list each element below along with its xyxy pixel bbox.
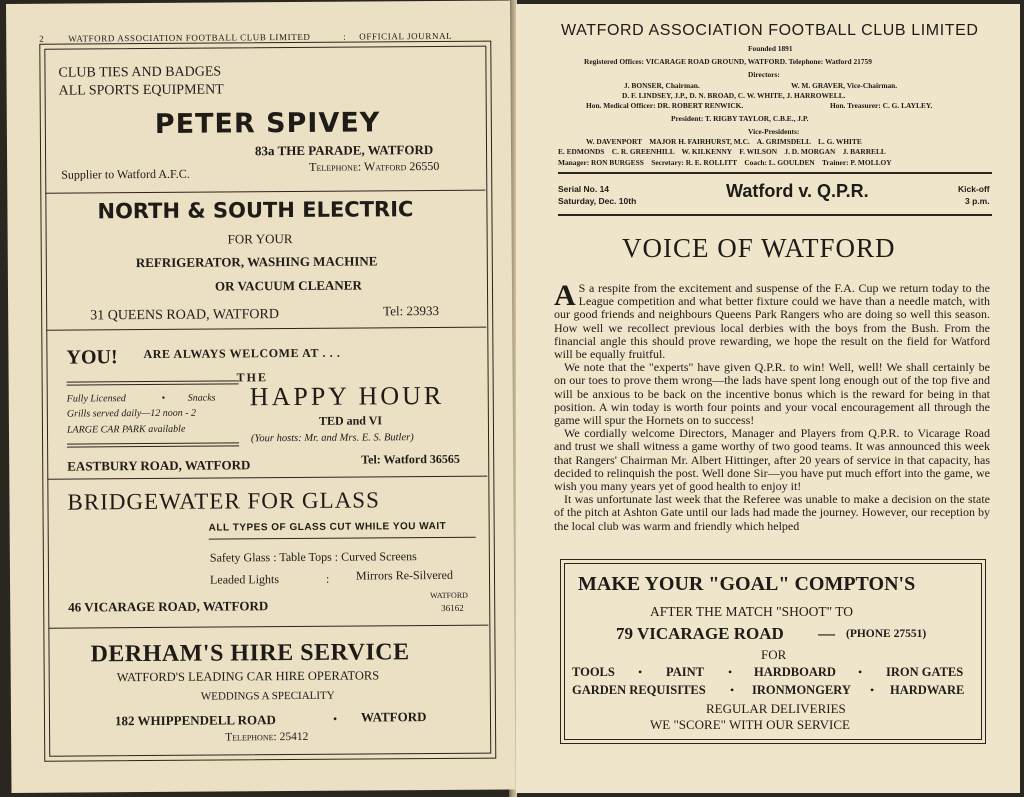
staff-line: Manager: RON BURGESS Secretary: R. E. ROLLITT Coach: L. GOULDEN Trainer: P. MOLLOY	[558, 158, 892, 167]
comptons-item: PAINT	[666, 665, 704, 679]
hire-telephone: Telephone: 25412	[225, 730, 309, 744]
comptons-deliveries: REGULAR DELIVERIES	[706, 701, 846, 716]
page-number: 2	[39, 33, 45, 44]
electric-line2: REFRIGERATOR, WASHING MACHINE	[135, 253, 378, 271]
kickoff-label: Kick-off	[958, 184, 990, 194]
glass-name: BRIDGEWATER FOR GLASS	[67, 487, 380, 515]
glass-address: 46 VICARAGE ROAD, WATFORD	[68, 598, 269, 615]
drop-cap: A	[554, 279, 576, 312]
paragraph-3: We cordially welcome Directors, Manager and Players from Q.P.R. to Vicarage Road and trust we shall witness a game worthy of two good teams. It was announced this week that Rangers' Chairman Mr. Albert Hittinger, after 20 years of service in that capacity, has decided to relinquish the post. Well done Sir—you have put much effort into the game, we wish you many years yet of good health to enjoy it!	[554, 426, 990, 494]
comptons-item: HARDWARE	[890, 683, 965, 697]
match-serial: Serial No. 14	[558, 184, 610, 194]
spivey-telephone: Telephone: Watford 26550	[309, 158, 440, 174]
directors-label: Directors:	[748, 70, 780, 79]
spivey-name: PETER SPIVEY	[154, 107, 381, 140]
happy-licensed: Fully Licensed	[66, 393, 126, 405]
comptons-phone: (PHONE 27551)	[846, 628, 927, 640]
hire-town: WATFORD	[360, 709, 427, 725]
vp-line1: W. DAVENPORT MAJOR H. FAIRHURST, M.C. A. GRIMSDELL L. G. WHITE	[586, 137, 862, 146]
divider	[558, 172, 992, 174]
right-page	[516, 4, 1020, 793]
happy-grills: Grills served daily—12 noon - 2	[66, 407, 197, 420]
comptons-item: TOOLS	[572, 665, 615, 679]
article-body	[554, 279, 990, 533]
paragraph-4: It was unfortunate last week that the Referee was unable to make a decision on the state of the pitch at Ashton Gate until our lads had made the journey. However, our reception by the local club was warm and friendly which helped	[554, 492, 990, 533]
hire-address: 182 WHIPPENDELL ROAD	[114, 712, 276, 729]
journal-label: OFFICIAL JOURNAL	[359, 30, 453, 42]
divider	[558, 214, 992, 216]
comptons-after: AFTER THE MATCH "SHOOT" TO	[650, 604, 854, 619]
left-page	[6, 0, 515, 792]
club-treasurer: Hon. Treasurer: C. G. LAYLEY.	[830, 101, 933, 110]
article-title: VOICE OF WATFORD	[622, 233, 896, 263]
happy-welcome: ARE ALWAYS WELCOME AT . . .	[143, 345, 341, 362]
happy-the: THE	[236, 370, 269, 385]
comptons-bullet: •	[638, 665, 643, 679]
comptons-for: FOR	[761, 647, 787, 662]
happy-bullet: •	[161, 392, 166, 404]
comptons-bullet: •	[728, 665, 733, 679]
vp-label: Vice-Presidents:	[748, 127, 800, 136]
comptons-bullet: •	[858, 665, 863, 679]
happy-tel: Tel: Watford 36565	[361, 451, 460, 467]
electric-line1: FOR YOUR	[227, 231, 293, 247]
hire-name: DERHAM'S HIRE SERVICE	[90, 639, 410, 668]
glass-tagline: ALL TYPES OF GLASS CUT WHILE YOU WAIT	[208, 520, 447, 534]
club-president: President: T. RIGBY TAYLOR, C.B.E., J.P.	[671, 114, 809, 123]
comptons-item: GARDEN REQUISITES	[572, 683, 706, 697]
electric-name: NORTH & SOUTH ELECTRIC	[97, 197, 414, 224]
paragraph-1: S a respite from the excitement and suspense of the F.A. Cup we return today to the League competition and what better fixture could we have than a needle match, with our good friends and neighbours Queens Park Rangers who are doing so well this season. How well we recollect previous local derbies with the boys from the Bush. From the financial angle this should prove rewarding, we hope the result on the field for Watford will be equally fruitful.	[554, 281, 990, 362]
comptons-address: 79 VICARAGE ROAD	[616, 624, 784, 643]
running-title: WATFORD ASSOCIATION FOOTBALL CLUB LIMITED	[68, 31, 311, 44]
comptons-bullet: •	[870, 683, 875, 697]
comptons-score: WE "SCORE" WITH OUR SERVICE	[650, 717, 850, 732]
paragraph-2: We note that the "experts" have given Q.P.R. to win! Well, well! We shall certainly be on our toes to prove them wrong—the lads have spent long enough out of the top five and will be anxious to be back on the incentive bonus which is the reward for being in that position. A win today is worth four points and your vocal encouragement all through the game will spur the Hornets on to success!	[554, 360, 990, 428]
comptons-headline: MAKE YOUR "GOAL" COMPTON'S	[578, 573, 916, 595]
glass-items2a: Leaded Lights	[209, 572, 280, 587]
spivey-line2: ALL SPORTS EQUIPMENT	[58, 82, 224, 99]
glass-items2b: Mirrors Re-Silvered	[355, 567, 454, 583]
happy-you: YOU!	[66, 346, 118, 369]
match-date: Saturday, Dec. 10th	[558, 196, 637, 206]
spivey-supplier: Supplier to Watford A.F.C.	[61, 166, 190, 182]
happy-car-park: LARGE CAR PARK available	[66, 423, 186, 436]
kickoff-time: 3 p.m.	[965, 196, 990, 206]
club-offices: Registered Offices: VICARAGE ROAD GROUND, WATFORD. Telephone: Watford 21759	[584, 57, 872, 66]
spivey-line1: CLUB TIES AND BADGES	[58, 64, 222, 81]
club-directors: D. F. LINDSEY, J.P., D. N. BROAD, C. W. WHITE, J. HARROWELL.	[622, 91, 846, 100]
happy-address: EASTBURY ROAD, WATFORD	[67, 457, 251, 474]
glass-items1: Safety Glass : Table Tops : Curved Screens	[209, 549, 417, 565]
club-medical: Hon. Medical Officer: DR. ROBERT RENWICK.	[586, 101, 744, 110]
electric-address: 31 QUEENS ROAD, WATFORD	[90, 307, 279, 324]
comptons-item: IRON GATES	[886, 665, 964, 679]
electric-tel: Tel: 23933	[383, 302, 439, 319]
electric-line3: OR VACUUM CLEANER	[214, 277, 362, 294]
glass-colon: :	[325, 571, 330, 586]
comptons-item: IRONMONGERY	[752, 683, 851, 697]
happy-hosts: (Your hosts: Mr. and Mrs. E. S. Butler)	[251, 432, 414, 445]
match-fixture: Watford v. Q.P.R.	[726, 181, 869, 201]
hire-line1: WATFORD'S LEADING CAR HIRE OPERATORS	[116, 668, 380, 685]
vp-line2: E. EDMONDS C. R. GREENHILL W. KILKENNY F. WILSON J. D. MORGAN J. BARRELL	[558, 147, 886, 156]
happy-name: HAPPY HOUR	[249, 380, 445, 412]
club-name: WATFORD ASSOCIATION FOOTBALL CLUB LIMITED	[561, 22, 979, 39]
glass-phone: 36162	[441, 602, 464, 613]
comptons-item: HARDBOARD	[754, 665, 836, 679]
comptons-bullet: •	[730, 683, 735, 697]
club-vice-chairman: W. M. GRAVER, Vice-Chairman.	[791, 81, 898, 90]
hire-bullet: •	[332, 711, 338, 726]
header-separator: :	[343, 31, 347, 42]
comptons-dash: —	[818, 624, 835, 643]
club-chairman: J. BONSER, Chairman.	[624, 81, 700, 90]
club-founded: Founded 1891	[748, 44, 793, 53]
spivey-address: 83a THE PARADE, WATFORD	[254, 142, 434, 159]
happy-snacks: Snacks	[187, 392, 216, 404]
happy-hosts-names: TED and VI	[318, 413, 383, 428]
hire-line2: WEDDINGS A SPECIALITY	[200, 689, 335, 703]
glass-phone-label: WATFORD	[430, 590, 468, 601]
